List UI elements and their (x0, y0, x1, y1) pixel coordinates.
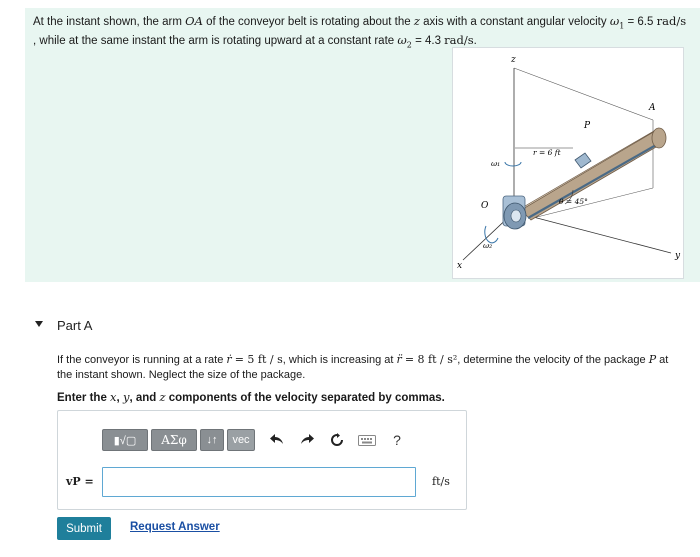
omega1-label: ω₁ (491, 159, 501, 168)
submit-button[interactable]: Submit (57, 517, 111, 540)
part-title[interactable]: Part A (57, 318, 93, 333)
question-text: If the conveyor is running at a rate ṙ = 5 ft / s, which is increasing at r̈ = 8 ft / s², determine the velocity of the package P at the instant shown. Neglect the size of the package. (57, 353, 669, 381)
answer-label: vP = (66, 475, 94, 488)
velocity-answer-input[interactable] (102, 467, 416, 497)
answer-panel (57, 410, 467, 510)
problem-statement: At the instant shown, the arm OA of the conveyor belt is rotating about the z axis with a constant angular velocity $\omega_1 = 6.5$ rad/s , while at the same instant the arm is rotating upward at a constant rate $\omega_2 = 4.3$ rad/s. (33, 14, 687, 50)
x-label: x (457, 261, 463, 271)
reset-icon[interactable] (326, 429, 348, 451)
y-label: y (675, 251, 681, 261)
help-button[interactable]: ? (393, 432, 401, 448)
guide-line (514, 68, 653, 120)
keyboard-icon[interactable] (356, 429, 378, 451)
conveyor-figure (452, 47, 684, 279)
package-p (575, 153, 591, 168)
instruction-text: Enter the x, y, and z components of the velocity separated by commas. (57, 390, 445, 404)
arrows-button[interactable]: ↓↑ (200, 429, 224, 451)
conveyor-arm (521, 131, 663, 220)
arm-end-a (652, 128, 666, 148)
redo-icon[interactable] (296, 429, 318, 451)
greek-symbols-button[interactable]: ΑΣφ (151, 429, 197, 451)
o-label: O (481, 201, 489, 211)
templates-button[interactable]: ▮√▢ (102, 429, 148, 451)
undo-icon[interactable] (266, 429, 288, 451)
p-label: P (584, 121, 591, 131)
request-answer-link[interactable]: Request Answer (130, 521, 220, 533)
answer-unit: ft/s (432, 475, 450, 488)
math-toolbar (102, 427, 408, 453)
z-label: z (511, 55, 516, 65)
r-label: r = 6 ft (533, 148, 561, 157)
collapse-caret-icon[interactable] (35, 321, 43, 327)
conveyor-belt-top (521, 128, 659, 210)
vector-button[interactable]: vec (227, 429, 255, 451)
y-axis-line (514, 212, 671, 253)
theta-label: θ = 45° (559, 197, 588, 206)
omega1-arc (505, 162, 521, 166)
omega2-label: ω₂ (483, 241, 493, 250)
conveyor-diagram (453, 48, 685, 280)
a-label: A (649, 103, 656, 113)
problem-panel (25, 8, 700, 282)
pivot-pin (511, 210, 521, 222)
